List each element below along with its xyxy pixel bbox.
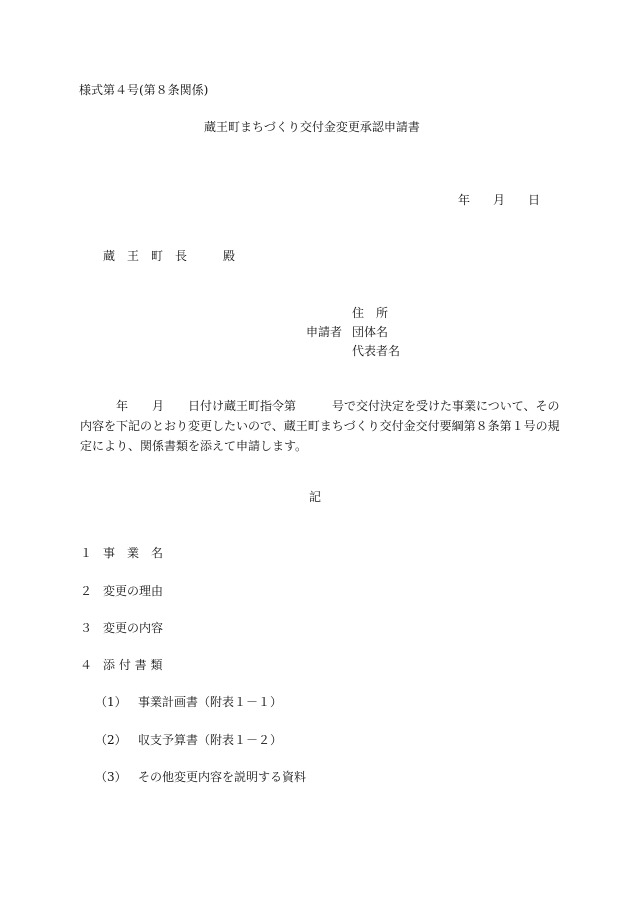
item-number: ３ (80, 621, 93, 635)
applicant-group-label: 団体名 (352, 325, 389, 339)
body-line-2: 内容を下記のとおり変更したいので、蔵王町まちづくり交付金交付要綱第８条第１号の規 (80, 419, 560, 433)
attachment-label: 事業計画書（附表１－１） (138, 695, 283, 709)
form-number: 様式第４号(第８条関係) (79, 83, 209, 97)
applicant-representative-label: 代表者名 (352, 344, 401, 358)
applicant-label: 申請者 (306, 325, 343, 339)
item-label: 変更の理由 (103, 584, 164, 598)
attachment-label: その他変更内容を説明する資料 (138, 770, 307, 784)
item-label: 変更の内容 (103, 621, 164, 635)
item-label: 事 業 名 (103, 546, 164, 560)
date-year: 年 (458, 193, 471, 207)
date-month: 月 (493, 193, 506, 207)
body-line-3: 定により、関係書類を添えて申請します。 (80, 439, 308, 453)
body-paragraph (80, 396, 560, 456)
body-line-1: 年 月 日付け蔵王町指令第 号で交付決定を受けた事業について、その (80, 399, 560, 413)
item-number: １ (80, 546, 93, 560)
item-label: 添 付 書 類 (103, 658, 163, 672)
item-number: ２ (80, 584, 93, 598)
attachment-number: （1） (95, 695, 127, 709)
note-heading: 記 (309, 490, 322, 504)
attachment-label: 収支予算書（附表１－２） (138, 733, 283, 747)
attachment-number: （3） (95, 770, 127, 784)
applicant-address-label: 住 所 (352, 306, 389, 320)
item-number: ４ (80, 658, 93, 672)
date-day: 日 (528, 193, 541, 207)
document-title: 蔵王町まちづくり交付金変更承認申請書 (204, 120, 420, 134)
attachment-number: （2） (95, 733, 127, 747)
addressee: 蔵 王 町 長 殿 (103, 249, 236, 263)
